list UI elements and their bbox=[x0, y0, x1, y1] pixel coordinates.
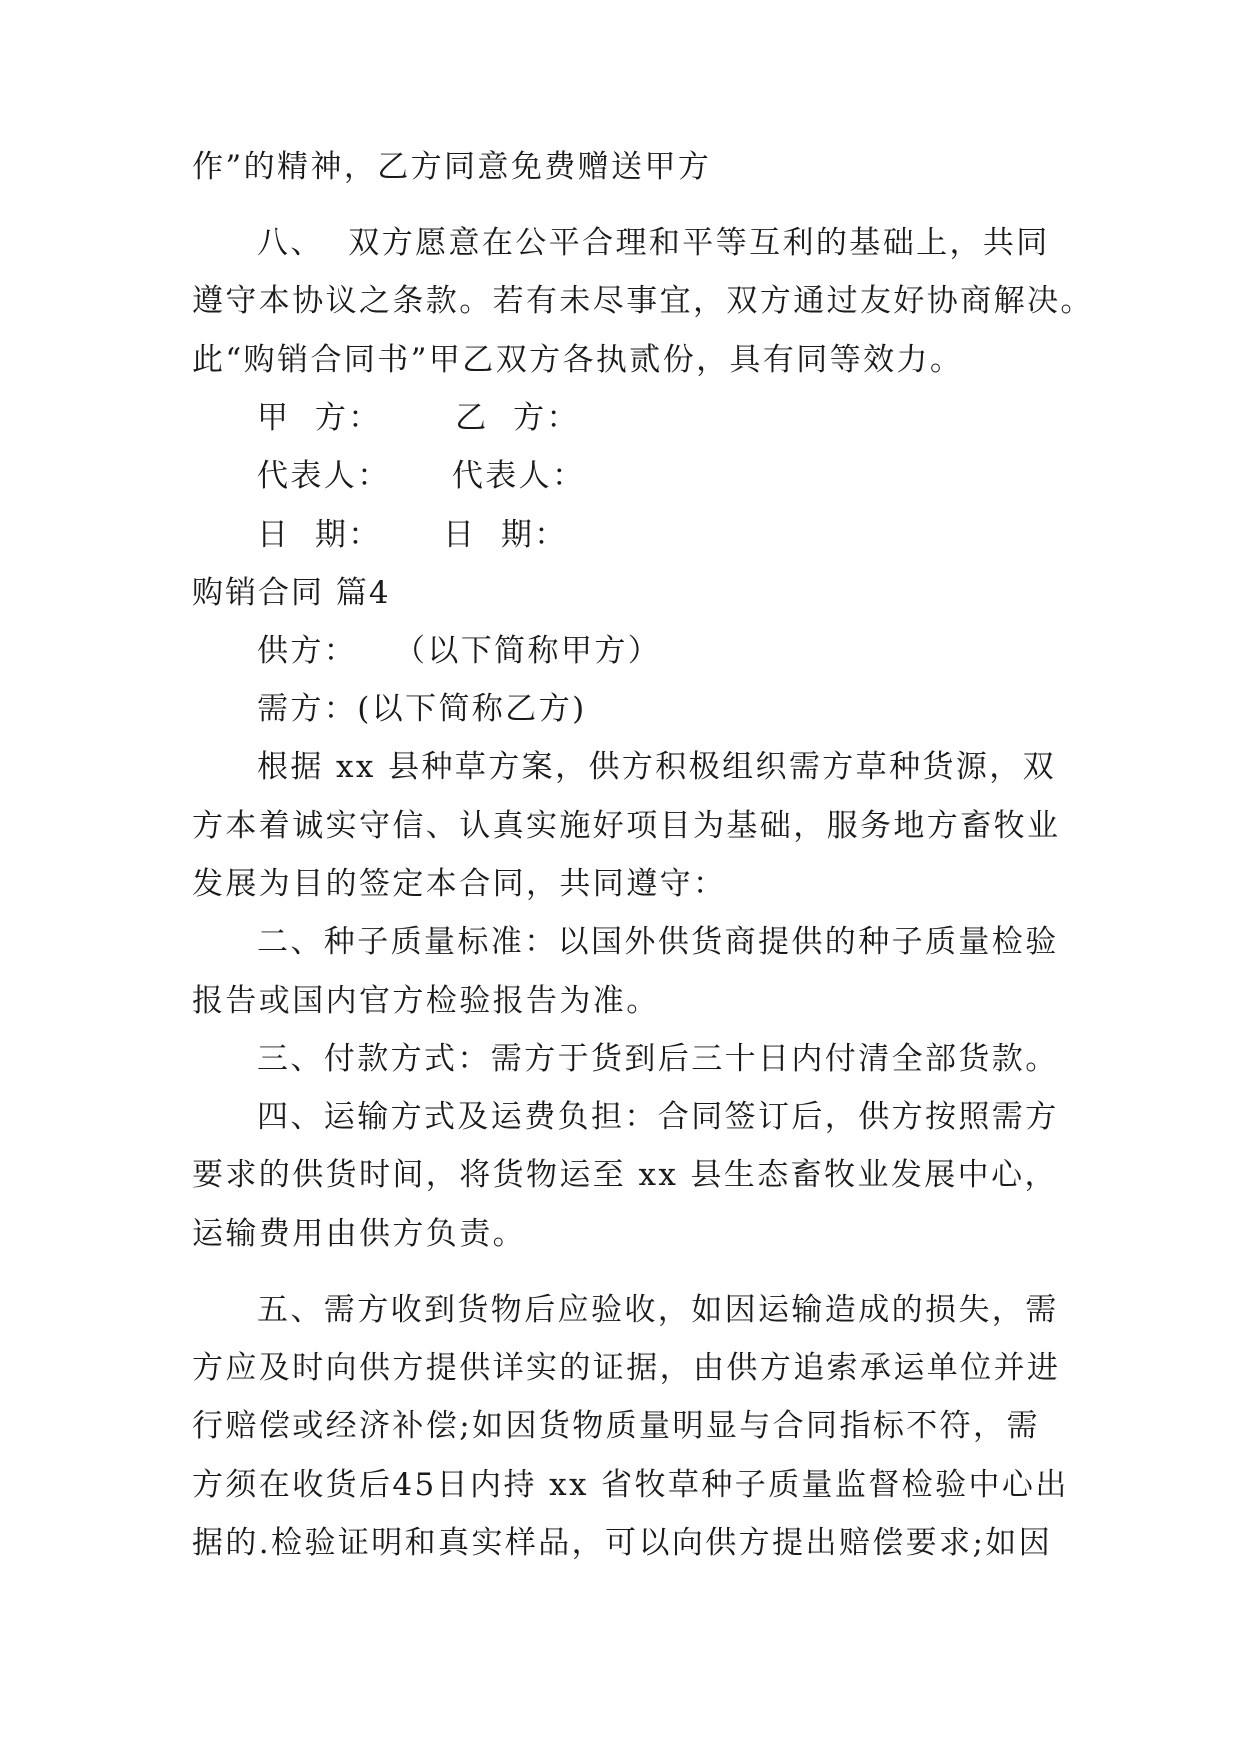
section-heading: 购销合同 篇4 bbox=[192, 575, 391, 611]
signature-party-line: 甲 方： 乙 方： bbox=[257, 400, 580, 436]
text-line: 八、 双方愿意在公平合理和平等互利的基础上，共同 bbox=[257, 225, 1050, 261]
signature-representative-line: 代表人： 代表人： bbox=[257, 458, 586, 494]
buyer-line: 需方：(以下简称乙方) bbox=[257, 691, 587, 727]
text-line: 此“购销合同书”甲乙双方各执贰份，具有同等效力。 bbox=[192, 342, 964, 378]
text-line: 运输费用由供方负责。 bbox=[192, 1216, 526, 1252]
text-line: 五、需方收到货物后应验收，如因运输造成的损失，需 bbox=[257, 1292, 1059, 1328]
text-line: 方本着诚实守信、认真实施好项目为基础，服务地方畜牧业 bbox=[192, 808, 1061, 844]
text-line: 报告或国内官方检验报告为准。 bbox=[192, 983, 660, 1019]
text-line: 方应及时向供方提供详实的证据，由供方追索承运单位并进 bbox=[192, 1350, 1061, 1386]
text-line: 方须在收货后45日内持 xx 省牧草种子质量监督检验中心出 bbox=[192, 1467, 1069, 1503]
text-line: 二、种子质量标准：以国外供货商提供的种子质量检验 bbox=[257, 924, 1059, 960]
text-line: 据的.检验证明和真实样品，可以向供方提出赔偿要求;如因 bbox=[192, 1525, 1053, 1561]
text-line: 要求的供货时间，将货物运至 xx 县生态畜牧业发展中心， bbox=[192, 1157, 1058, 1193]
text-line: 发展为目的签定本合同，共同遵守： bbox=[192, 866, 727, 902]
text-line: 根据 xx 县种草方案，供方积极组织需方草种货源，双 bbox=[257, 749, 1057, 785]
text-line: 四、运输方式及运费负担：合同签订后，供方按照需方 bbox=[257, 1099, 1059, 1135]
supplier-line: 供方： （以下简称甲方） bbox=[257, 633, 662, 669]
text-line: 遵守本协议之条款。若有未尽事宜，双方通过友好协商解决。 bbox=[192, 283, 1094, 319]
text-line: 作”的精神，乙方同意免费赠送甲方 bbox=[192, 149, 712, 185]
text-line: 行赔偿或经济补偿;如因货物质量明显与合同指标不符，需 bbox=[192, 1408, 1040, 1444]
signature-date-line: 日 期： 日 期： bbox=[257, 517, 568, 553]
text-line: 三、付款方式：需方于货到后三十日内付清全部货款。 bbox=[257, 1041, 1059, 1077]
